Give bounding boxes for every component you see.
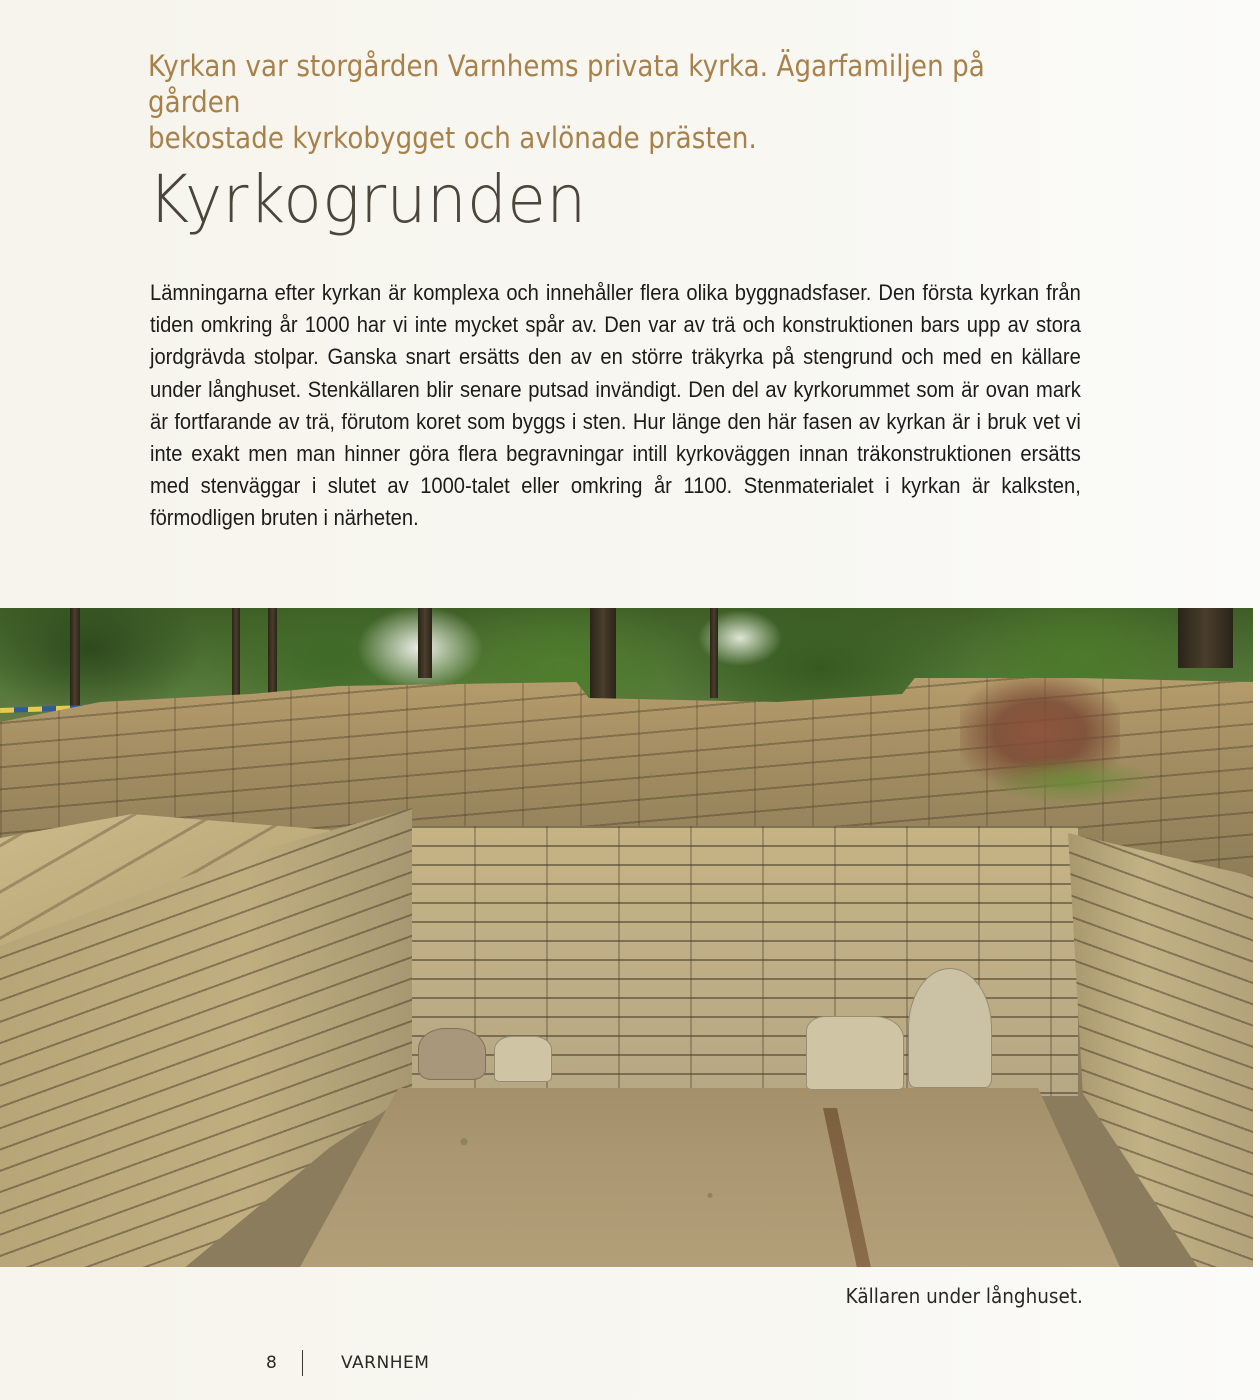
footer-divider [302, 1350, 303, 1376]
section-name: VARNHEM [341, 1353, 430, 1373]
tree-trunk [590, 608, 616, 703]
tree-trunk [710, 608, 718, 698]
moss-patch [990, 758, 1150, 803]
tree-trunk [1178, 608, 1233, 668]
body-paragraph: Lämningarna efter kyrkan är komplexa och innehåller flera olika byggnadsfaser. Den första kyrkan från tiden omkring år 1000 har vi inte mycket spår av. Den var av trä och konstruktionen bars upp av stora jordgrävda stolpar. Ganska snart ersätts den av en större träkyrka på stengrund och med en källare under långhuset. Stenkällaren blir senare putsad invändigt. Den del av kyrkorummet som är ovan mark är fortfarande av trä, förutom koret som byggs i sten. Hur länge den här fasen av kyrkan är i bruk vet vi inte exakt men man hinner göra flera begravningar intill kyrkoväggen innan träkonstruktionen ersätts med stenväggar i slutet av 1000-talet eller omkring år 1100. Stenmaterialet i kyrkan är kalksten, förmodligen bruten i närheten. [150, 280, 1081, 531]
stone-block [418, 1028, 486, 1080]
cellar-right-wall [1068, 833, 1253, 1267]
tree-trunk [232, 608, 240, 708]
intro-text [148, 48, 994, 156]
ruin-photo [0, 608, 1253, 1267]
page-footer [266, 1350, 429, 1376]
page-title: Kyrkogrunden [148, 161, 587, 238]
stone-slab-upright [908, 968, 992, 1088]
intro-line-1: Kyrkan var storgården Varnhems privata kyrka. Ägarfamiljen på gården [148, 49, 985, 119]
page-number: 8 [266, 1353, 277, 1373]
tree-trunk [418, 608, 432, 678]
cellar-floor [300, 1088, 1120, 1267]
body-text [150, 277, 1081, 535]
stone-block [494, 1036, 552, 1082]
photo-caption: Källaren under långhuset. [845, 1284, 1083, 1308]
stone-block [806, 1016, 904, 1090]
tree-trunk [268, 608, 277, 703]
intro-line-2: bekostade kyrkobygget och avlönade prästen. [148, 121, 757, 155]
